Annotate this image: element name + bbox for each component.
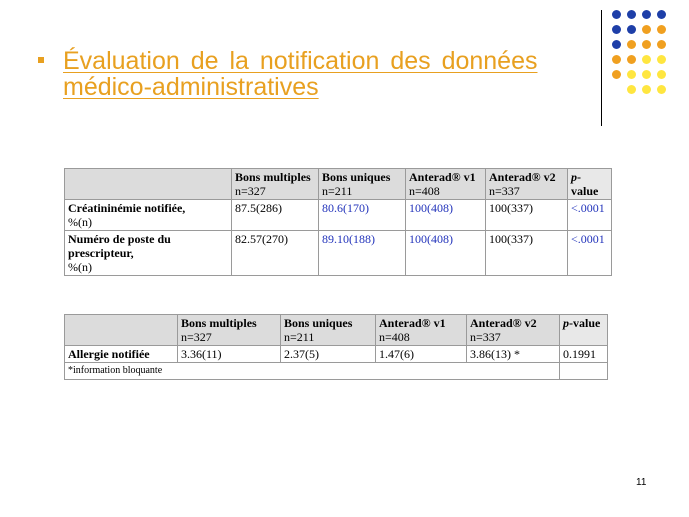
row-label: Allergie notifiée xyxy=(65,346,178,363)
cell: 3.86(13) * xyxy=(467,346,560,363)
cell: 2.37(5) xyxy=(281,346,376,363)
decorative-dot xyxy=(657,70,666,79)
decorative-dot xyxy=(657,10,666,19)
row-label: Numéro de poste du prescripteur, %(n) xyxy=(65,231,232,276)
page-number: 11 xyxy=(636,477,647,488)
decorative-dot xyxy=(657,85,666,94)
cell: 100(337) xyxy=(486,200,568,231)
decorative-dot-grid xyxy=(612,10,674,108)
cell: <.0001 xyxy=(568,200,612,231)
table-row xyxy=(65,200,612,231)
header-cell: Anterad® v1 n=408 xyxy=(376,315,467,346)
header-cell: Bons multiples n=327 xyxy=(178,315,281,346)
cell: 87.5(286) xyxy=(232,200,319,231)
decorative-dot xyxy=(627,85,636,94)
cell: 82.57(270) xyxy=(232,231,319,276)
decorative-dot xyxy=(642,25,651,34)
header-cell: p-value xyxy=(560,315,608,346)
table-row xyxy=(65,231,612,276)
footnote-row xyxy=(65,363,608,380)
decorative-dot xyxy=(627,25,636,34)
decorative-dot xyxy=(627,70,636,79)
row-label: Créatininémie notifiée, %(n) xyxy=(65,200,232,231)
cell: <.0001 xyxy=(568,231,612,276)
decorative-dot xyxy=(642,40,651,49)
decorative-dot xyxy=(612,25,621,34)
results-table-2 xyxy=(64,314,608,380)
table-row xyxy=(65,346,608,363)
decorative-dot xyxy=(612,40,621,49)
results-table-1 xyxy=(64,168,612,276)
decorative-dot xyxy=(657,55,666,64)
slide-title[interactable]: Évaluation de la notification des données médico-administratives xyxy=(63,47,538,101)
header-cell: Bons uniques n=211 xyxy=(319,169,406,200)
decorative-dot xyxy=(657,40,666,49)
bullet-icon xyxy=(38,57,44,63)
header-cell: Anterad® v2 n=337 xyxy=(486,169,568,200)
cell: 80.6(170) xyxy=(319,200,406,231)
divider-line xyxy=(601,10,602,126)
empty-cell xyxy=(560,363,608,380)
decorative-dot xyxy=(657,25,666,34)
header-cell: Bons multiples n=327 xyxy=(232,169,319,200)
cell: 3.36(11) xyxy=(178,346,281,363)
cell: 1.47(6) xyxy=(376,346,467,363)
header-empty-cell xyxy=(65,315,178,346)
decorative-dot xyxy=(627,55,636,64)
decorative-dot xyxy=(612,70,621,79)
cell: 100(337) xyxy=(486,231,568,276)
decorative-dot xyxy=(612,10,621,19)
header-empty-cell xyxy=(65,169,232,200)
cell: 100(408) xyxy=(406,200,486,231)
header-cell: p-value xyxy=(568,169,612,200)
table-header-row xyxy=(65,315,608,346)
cell: 89.10(188) xyxy=(319,231,406,276)
footnote: *information bloquante xyxy=(65,363,560,380)
header-cell: Anterad® v1 n=408 xyxy=(406,169,486,200)
decorative-dot xyxy=(627,40,636,49)
decorative-dot xyxy=(642,55,651,64)
decorative-dot xyxy=(612,55,621,64)
table-header-row xyxy=(65,169,612,200)
decorative-dot xyxy=(642,10,651,19)
header-cell: Anterad® v2 n=337 xyxy=(467,315,560,346)
decorative-dot xyxy=(642,85,651,94)
decorative-dot xyxy=(627,10,636,19)
decorative-dot xyxy=(642,70,651,79)
cell: 100(408) xyxy=(406,231,486,276)
cell: 0.1991 xyxy=(560,346,608,363)
header-cell: Bons uniques n=211 xyxy=(281,315,376,346)
